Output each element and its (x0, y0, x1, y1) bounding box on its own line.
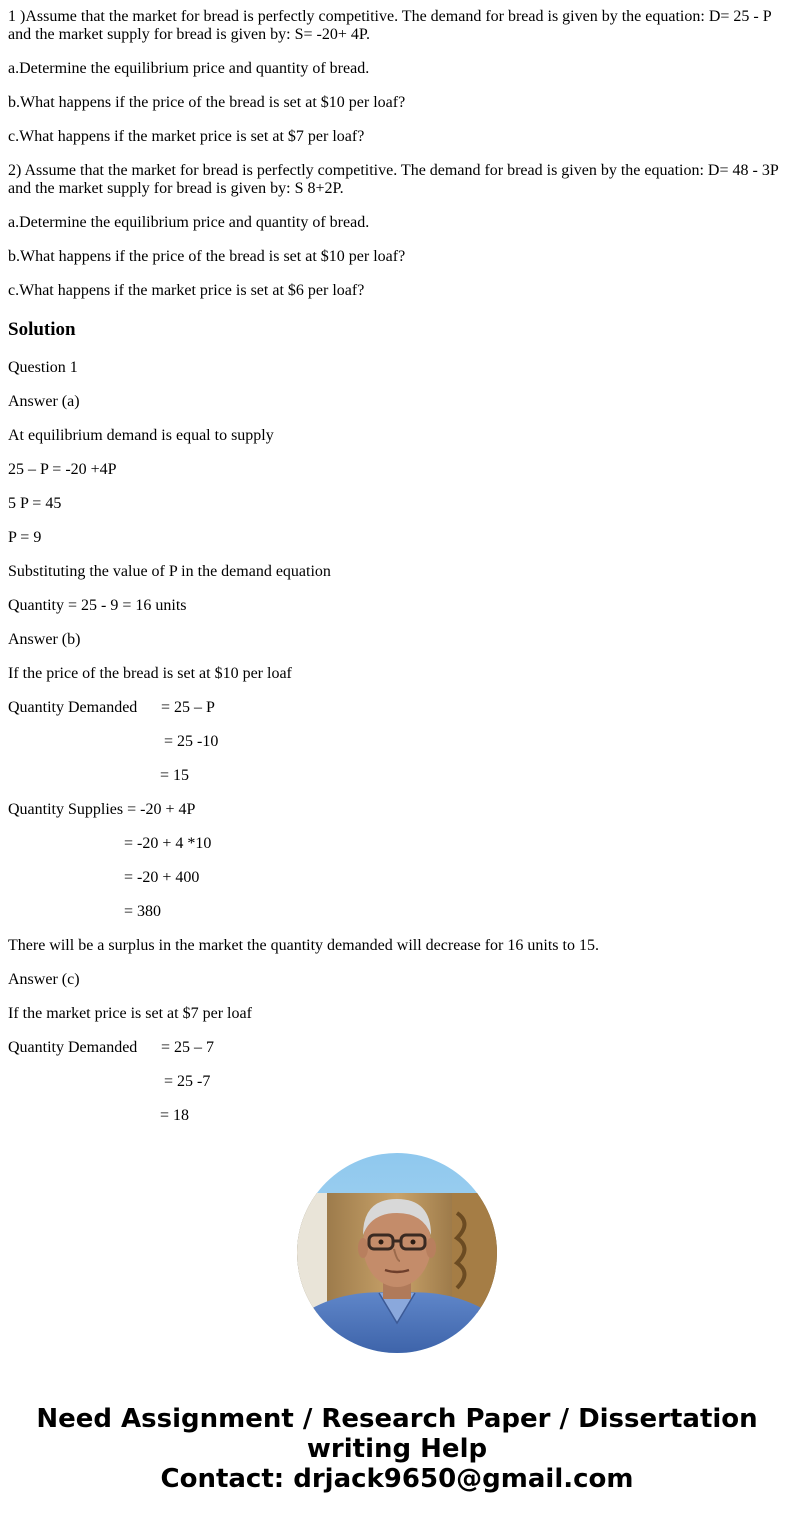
solution-heading: Solution (8, 319, 76, 340)
promo-footer (0, 1404, 794, 1494)
equation-line: = 380 (124, 903, 162, 920)
answer-c-label: Answer (c) (8, 971, 80, 988)
question-label: Question 1 (8, 359, 78, 376)
problem-1-text: 1 )Assume that the market for bread is perfectly competitive. The demand for bread is given by the equation: D= 25 - P and the market supply for bread is given by: S= -20+ 4P. (8, 8, 772, 43)
portrait-image (297, 1153, 497, 1353)
answer-a-line: Quantity = 25 - 9 = 16 units (8, 597, 187, 614)
equation-line: = 25 – P (161, 699, 215, 716)
problem-1-part-c: c.What happens if the market price is set at $7 per loaf? (8, 128, 365, 145)
answer-b-label: Answer (b) (8, 631, 81, 648)
equation-line: = -20 + 4 *10 (124, 835, 212, 852)
answer-b-line: If the price of the bread is set at $10 per loaf (8, 665, 292, 682)
quantity-demanded-label: Quantity Demanded (8, 1039, 138, 1056)
equation-line: = 18 (160, 1107, 190, 1124)
problem-2-part-a: a.Determine the equilibrium price and quantity of bread. (8, 214, 370, 231)
problem-2-part-b: b.What happens if the price of the bread is set at $10 per loaf? (8, 248, 406, 265)
problem-2-part-c: c.What happens if the market price is set at $6 per loaf? (8, 282, 365, 299)
footer-line: Need Assignment / Research Paper / Dissertation (36, 1404, 758, 1434)
problem-1-part-b: b.What happens if the price of the bread is set at $10 per loaf? (8, 94, 406, 111)
answer-a-line: 25 – P = -20 +4P (8, 461, 117, 478)
equation-line: = -20 + 400 (124, 869, 200, 886)
answer-c-line: If the market price is set at $7 per loaf (8, 1005, 252, 1022)
answer-a-line: At equilibrium demand is equal to supply (8, 427, 274, 444)
answer-a-line: P = 9 (8, 529, 42, 546)
answer-a-label: Answer (a) (8, 393, 80, 410)
equation-line: = 15 (160, 767, 190, 784)
answer-a-line: Substituting the value of P in the demand equation (8, 563, 331, 580)
equation-line: = 25 -7 (164, 1073, 211, 1090)
author-avatar (297, 1153, 497, 1353)
problem-1-part-a: a.Determine the equilibrium price and quantity of bread. (8, 60, 370, 77)
footer-line: writing Help (306, 1434, 488, 1464)
equation-line: = 25 -10 (164, 733, 219, 750)
quantity-supplied-label: Quantity Supplies = -20 + 4P (8, 801, 196, 818)
answer-a-line: 5 P = 45 (8, 495, 62, 512)
problem-2-text: 2) Assume that the market for bread is perfectly competitive. The demand for bread is given by the equation: D= 48 - 3P and the market supply for bread is given by: S 8+2P. (8, 162, 779, 197)
equation-line: = 25 – 7 (161, 1039, 215, 1056)
answer-b-conclusion: There will be a surplus in the market the quantity demanded will decrease for 16 units to 15. (8, 937, 599, 954)
contact-email[interactable]: Contact: drjack9650@gmail.com (160, 1464, 634, 1494)
quantity-demanded-label: Quantity Demanded (8, 699, 138, 716)
